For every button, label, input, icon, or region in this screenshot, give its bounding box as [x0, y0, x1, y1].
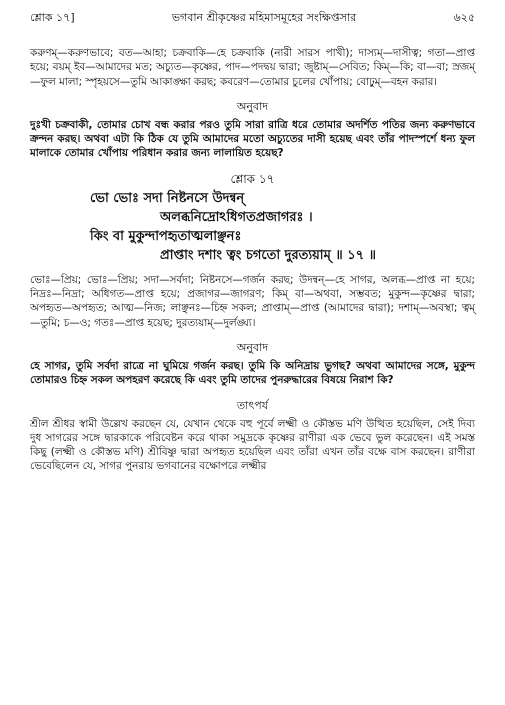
verse-heading: শ্লোক ১৭	[230, 171, 275, 186]
purport-text: শ্রীল শ্রীধর স্বামী উল্লেখ করছেন যে, যেখান থেকে বহু পূর্বে লক্ষ্মী ও কৌস্তভ মণি উত্থিত হয়েছিল, সেই দিব্য দুধ সাগরের সঙ্গে দ্বারকাকে পরিবেষ্টন করে থাকা সমুদ্রকে কৃষ্ণের রাণীরা এক ভেবে ভুল করেছেন। এই সমস্ত কিছু (লক্ষ্মী ও কৌস্তভ মণি) শ্রীবিষ্ণু দ্বারা অপহৃত হয়েছিল এবং তাঁরা এখন তাঁর বক্ষে বাস করছেন। রাণীরা ভেবেছিলেন যে, সাগর পুনরায় ভগবানের বক্ষোপরে লক্ষ্মীর	[30, 417, 475, 473]
previous-verse-translation: দুঃখী চক্রবাকী, তোমার চোখ বন্ধ করার পরও তুমি সারা রাত্রি ধরে তোমার অদর্শিত পতির জন্য করুণভাবে ক্রন্দন করছ। অথবা এটা কি ঠিক যে তুমি আমাদের মতো অচ্যুতের দাসী হয়েছ এবং তাঁর পাদস্পর্শে ধন্য ফুল মালাকে তোমার খোঁপায় পরিধান করার জন্য লালায়িত হয়েছ?	[30, 118, 475, 160]
previous-verse-synonyms: করুণম্—করুণভাবে; বত—আহা; চক্রবাকি—হে চক্রবাকি (নারী সারস পাখী); দাস্যম্—দাসীত্ব; গতা—প্রাপ্ত হয়ে; বয়ম্ ইব—আমাদের মত; অচ্যুত—কৃষ্ণের, পাদ—পদদ্বয় দ্বারা; জুষ্টাম্—সেবিত; কিম্—কি; বা—বা; স্রজম্—ফুল মালা; স্পৃহয়সে—তুমি আকাঙ্ক্ষা করছ; কবরেণ—তোমার চুলের খোঁপায়; বোঢ়ুম্—বহন করার।	[30, 47, 475, 88]
verse-line-2: অলব্ধনিদ্রোঽধিগতপ্রজাগরঃ ।	[160, 209, 313, 225]
translation-heading-prev: অনুবাদ	[236, 99, 269, 113]
running-title: ভগবান শ্রীকৃষ্ণের মহিমাসমূহের সংক্ষিপ্তসার	[171, 11, 357, 24]
verse-line-4: প্রাপ্তাং দশাং ত্বং চগতো দুরত্যয়াম্ ॥ ১৭ ॥	[160, 247, 376, 263]
chapter-verse-ref: শ্লোক ১৭]	[30, 11, 75, 24]
page-number: ৬২৫	[453, 11, 475, 24]
translation-heading: অনুবাদ	[236, 340, 269, 354]
verse-line-3: কিং বা মুকুন্দাপহৃতাত্মলাঞ্ছনঃ	[90, 228, 242, 244]
verse-synonyms: ভোঃ—প্রিয়; ভোঃ—প্রিয়; সদা—সর্বদা; নিষ্টনসে—গর্জন করছ; উদন্বন্—হে সাগর, অলব্ধ—প্রাপ্ত না হয়ে; নিদ্রঃ—নিদ্রা; অধিগত—প্রাপ্ত হয়ে; প্রজাগর—জাগরণ; কিম্ বা—অথবা, সম্ভবত; মুকুন্দ—কৃষ্ণের দ্বারা; অপহৃত—অপহৃত; আত্ম—নিজ; লাঞ্ছনঃ—চিহ্ন সকল; প্রাপ্তাম্—প্রাপ্ত (আমাদের দ্বারা); দশাম্—অবস্থা; ত্বম্—তুমি; চ—ও; গতঃ—প্রাপ্ত হয়েছ; দুরত্যয়াম্—দুর্লঙ্ঘ্য।	[30, 273, 475, 329]
purport-heading: তাৎপর্য	[236, 398, 269, 412]
verse-line-1: ভো ভোঃ সদা নিষ্টনসে উদন্বন্	[90, 190, 245, 206]
verse-text	[30, 189, 475, 265]
page-header	[30, 10, 475, 26]
verse-translation: হে সাগর, তুমি সর্বদা রাত্রে না ঘুমিয়ে গর্জন করছ। তুমি কি অনিদ্রায় ভুগছ? অথবা আমাদের সঙ্গে, মুকুন্দ তোমারও চিহ্ন সকল অপহরণ করেছে কি এবং তুমি তাদের পুনরুদ্ধারের বিষয়ে নিরাশ কি?	[30, 359, 475, 387]
